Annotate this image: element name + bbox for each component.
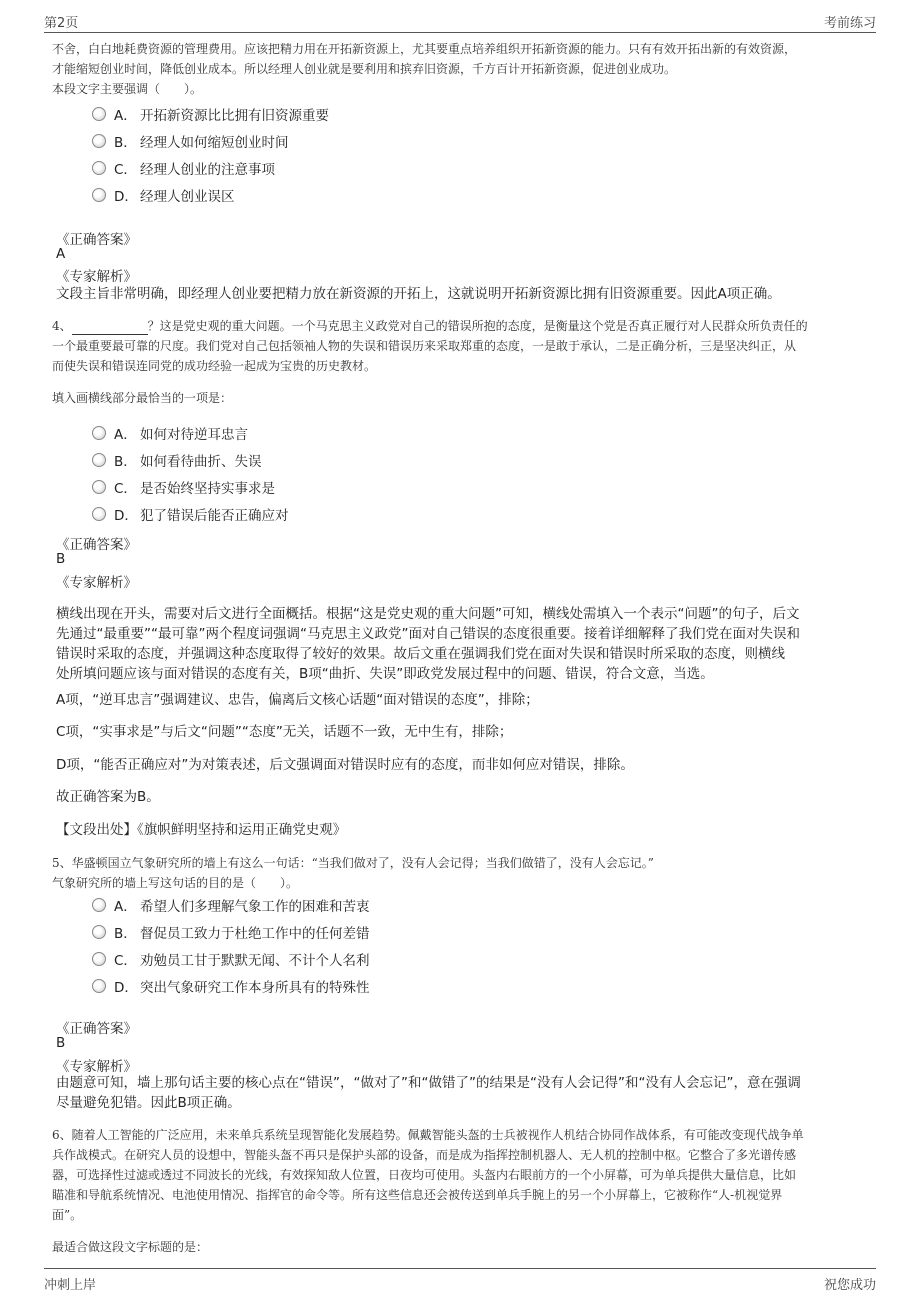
q5-option-a[interactable]: A． 希望人们多理解气象工作的困难和苦衷 bbox=[92, 895, 370, 915]
q5-option-d[interactable]: D． 突出气象研究工作本身所具有的特殊性 bbox=[92, 976, 370, 996]
radio-icon[interactable] bbox=[92, 107, 106, 121]
q5-analysis-label: 《专家解析》 bbox=[56, 1059, 137, 1075]
footer-right: 祝您成功 bbox=[823, 1278, 876, 1293]
q4-analysis-line1: 横线出现在开头，需要对后文进行全面概括。根据“这是党史观的重大问题”可知，横线处需填入一个表示“问题”的句子，后文 bbox=[56, 606, 800, 622]
q6-text-line4: 瞄准和导航系统情况、电池使用情况、指挥官的命令等。所有这些信息还会被传送到单兵手腕上的另一个小屏幕上，它被称作“人-机视觉界 bbox=[52, 1188, 783, 1202]
q3-answer: A bbox=[56, 246, 66, 262]
q4-option-c[interactable]: C． 是否始终坚持实事求是 bbox=[92, 477, 275, 497]
q6-text-line3: 器，可选择性过滤或透过不同波长的光线，有效探知敌人位置，日夜均可使用。头盔内右眼前方的一个小屏幕，可为单兵提供大量信息，比如 bbox=[52, 1168, 797, 1182]
page-number: 第2页 bbox=[44, 16, 79, 31]
q4-analysis-d: D项，“能否正确应对”为对策表述，后文强调面对错误时应有的态度，而非如何应对错误，排除。 bbox=[56, 757, 634, 773]
q3-analysis-label: 《专家解析》 bbox=[56, 269, 137, 285]
radio-icon[interactable] bbox=[92, 979, 106, 993]
q3-option-c[interactable]: C． 经理人创业的注意事项 bbox=[92, 158, 275, 178]
q3-option-b[interactable]: B． 经理人如何缩短创业时间 bbox=[92, 131, 289, 151]
q6-text-line2: 兵作战模式。在研究人员的设想中，智能头盔不再只是保护头部的设备，而是成为指挥控制机器人、无人机的控制中枢。它整合了多光谱传感 bbox=[52, 1148, 797, 1162]
q4-analysis-line3: 错误时采取的态度，并强调这种态度取得了较好的效果。故后文重在强调我们党在面对失误和错误时所采取的态度，则横线 bbox=[56, 646, 785, 662]
q4-text-line3: 而使失误和错误连同党的成功经验一起成为宝贵的历史教材。 bbox=[52, 359, 377, 373]
page-header bbox=[44, 10, 876, 33]
q4-analysis-a: A项，“逆耳忠言”强调建议、忠告，偏离后文核心话题“面对错误的态度”，排除； bbox=[56, 692, 539, 708]
fill-blank bbox=[72, 322, 148, 335]
q4-source: 【文段出处】《旗帜鲜明坚持和运用正确党史观》 bbox=[56, 822, 347, 838]
q4-analysis-c: C项，“实事求是”与后文“问题”“态度”无关，话题不一致，无中生有，排除； bbox=[56, 724, 513, 740]
q5-answer: B bbox=[56, 1035, 66, 1051]
q4-analysis-label: 《专家解析》 bbox=[56, 575, 137, 591]
q6-text-line5: 面”。 bbox=[52, 1208, 83, 1222]
q5-answer-label: 《正确答案》 bbox=[56, 1021, 137, 1037]
page-footer bbox=[44, 1268, 876, 1299]
radio-icon[interactable] bbox=[92, 898, 106, 912]
radio-icon[interactable] bbox=[92, 453, 106, 467]
q5-option-b[interactable]: B． 督促员工致力于杜绝工作中的任何差错 bbox=[92, 922, 370, 942]
radio-icon[interactable] bbox=[92, 480, 106, 494]
q6-prompt: 最适合做这段文字标题的是： bbox=[52, 1240, 209, 1254]
radio-icon[interactable] bbox=[92, 925, 106, 939]
q4-option-b[interactable]: B． 如何看待曲折、失误 bbox=[92, 450, 262, 470]
radio-icon[interactable] bbox=[92, 952, 106, 966]
q3-text-line2: 才能缩短创业时间，降低创业成本。所以经理人创业就是要利用和摈弃旧资源，千方百计开拓新资源，促进创业成功。 bbox=[52, 62, 677, 76]
q4-answer-label: 《正确答案》 bbox=[56, 537, 137, 553]
q4-text-line2: 一个最重要最可靠的尺度。我们党对自己包括领袖人物的失误和错误历来采取郑重的态度，一是敢于承认，二是正确分析，三是坚决纠正，从 bbox=[52, 339, 797, 353]
q5-analysis-line2: 尽量避免犯错。因此B项正确。 bbox=[56, 1095, 241, 1111]
q4-answer: B bbox=[56, 551, 66, 567]
q5-analysis-line1: 由题意可知，墙上那句话主要的核心点在“错误”，“做对了”和“做错了”的结果是“没有人会记得”和“没有人会忘记”，意在强调 bbox=[56, 1075, 801, 1091]
q4-analysis-line2: 先通过“最重要”“最可靠”两个程度词强调“马克思主义政党”面对自己错误的态度很重要。接着详细解释了我们党在面对失误和 bbox=[56, 626, 800, 642]
q5-option-c[interactable]: C． 劝勉员工甘于默默无闻、不计个人名利 bbox=[92, 949, 370, 969]
radio-icon[interactable] bbox=[92, 426, 106, 440]
q3-option-d[interactable]: D． 经理人创业误区 bbox=[92, 185, 235, 205]
q3-prompt: 本段文字主要强调（ ）。 bbox=[52, 82, 203, 96]
header-title: 考前练习 bbox=[823, 16, 876, 31]
radio-icon[interactable] bbox=[92, 188, 106, 202]
q4-prompt: 填入画横线部分最恰当的一项是： bbox=[52, 391, 233, 405]
footer-left: 冲刺上岸 bbox=[44, 1278, 97, 1293]
q3-answer-label: 《正确答案》 bbox=[56, 232, 137, 248]
q3-analysis: 文段主旨非常明确，即经理人创业要把精力放在新资源的开拓上，这就说明开拓新资源比拥有旧资源重要。因此A项正确。 bbox=[56, 286, 781, 302]
q4-option-a[interactable]: A． 如何对待逆耳忠言 bbox=[92, 423, 248, 443]
q6-text-line1: 6、随着人工智能的广泛应用，未来单兵系统呈现智能化发展趋势。佩戴智能头盔的士兵被视作人机结合协同作战体系，有可能改变现代战争单 bbox=[52, 1128, 804, 1142]
q4-text-line1: 4、 ？这是党史观的重大问题。一个马克思主义政党对自己的错误所抱的态度，是衡量这个党是否真正履行对人民群众所负责任的 bbox=[52, 319, 808, 333]
q4-option-d[interactable]: D． 犯了错误后能否正确应对 bbox=[92, 504, 289, 524]
q4-analysis-line4: 处所填问题应该与面对错误的态度有关，B项“曲折、失误”即政党发展过程中的问题、错误，符合文意，当选。 bbox=[56, 666, 714, 682]
radio-icon[interactable] bbox=[92, 161, 106, 175]
radio-icon[interactable] bbox=[92, 134, 106, 148]
q5-text-line1: 5、华盛顿国立气象研究所的墙上有这么一句话：“当我们做对了，没有人会记得；当我们做错了，没有人会忘记。” bbox=[52, 856, 654, 870]
q5-text-line2: 气象研究所的墙上写这句话的目的是（ ）。 bbox=[52, 876, 299, 890]
q3-option-a[interactable]: A． 开拓新资源比比拥有旧资源重要 bbox=[92, 104, 329, 124]
radio-icon[interactable] bbox=[92, 507, 106, 521]
q3-text-line1: 不舍，白白地耗费资源的管理费用。应该把精力用在开拓新资源上，尤其要重点培养组织开拓新资源的能力。只有有效开拓出新的有效资源， bbox=[52, 42, 797, 56]
q4-conclusion: 故正确答案为B。 bbox=[56, 789, 160, 805]
